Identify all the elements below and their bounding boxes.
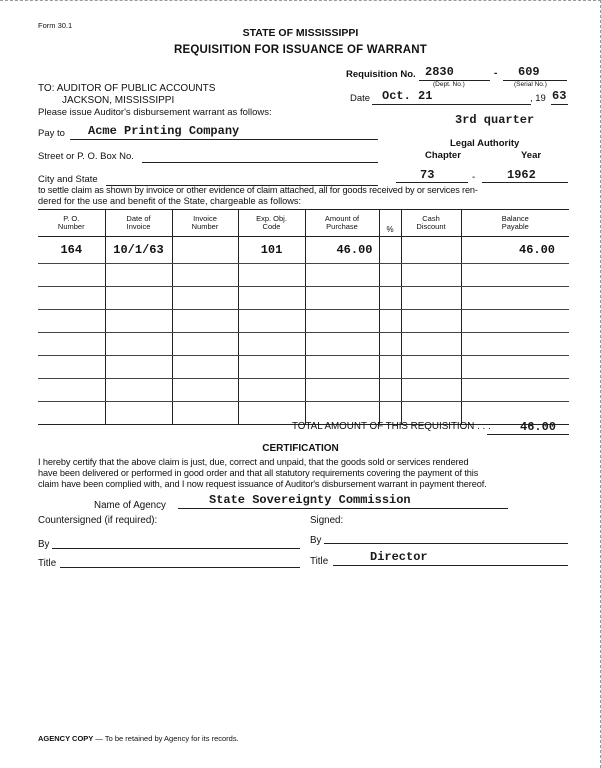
instruction-text: Please issue Auditor's disbursement warrant as follows: (38, 107, 272, 118)
addressee-line-2: JACKSON, MISSISSIPPI (62, 95, 175, 106)
balance-payable-header: Balance Payable (461, 210, 569, 237)
pay-to-label: Pay to (38, 128, 65, 139)
addressee-line-1: TO: AUDITOR OF PUBLIC ACCOUNTS (38, 83, 216, 94)
signed-by-label: By (310, 535, 322, 546)
date-value: Oct. 21 (382, 89, 433, 103)
invoice-number-cell (172, 356, 238, 379)
amount-header: Amount of Purchase (305, 210, 379, 237)
cash-discount-cell (401, 237, 461, 264)
invoice-date-cell: 10/1/63 (105, 237, 172, 264)
agency-name-label: Name of Agency (94, 500, 166, 511)
chapter-value: 73 (420, 168, 435, 182)
legal-year-label: Year (521, 150, 542, 161)
dept-no-caption: (Dept. No.) (433, 81, 465, 88)
certification-title: CERTIFICATION (262, 443, 339, 454)
cash-discount-header: Cash Discount (401, 210, 461, 237)
amount-cell: 46.00 (305, 237, 379, 264)
exp-obj-code-cell (238, 264, 305, 287)
chapter-label: Chapter (425, 150, 461, 161)
invoice-number-cell (172, 333, 238, 356)
cash-discount-cell (401, 333, 461, 356)
po-number-cell (38, 379, 105, 402)
percent-cell (379, 237, 401, 264)
percent-cell (379, 264, 401, 287)
agency-copy-footer (38, 734, 239, 743)
exp-obj-code-cell: 101 (238, 237, 305, 264)
date-label: Date (350, 93, 371, 104)
pay-to-line (70, 139, 378, 140)
total-value: 46.00 (520, 420, 557, 434)
cash-discount-cell (401, 310, 461, 333)
page-edge-top (0, 0, 601, 1)
percent-cell (379, 310, 401, 333)
cash-discount-cell (401, 356, 461, 379)
amount-cell (305, 356, 379, 379)
countersign-by-line (52, 548, 300, 549)
amount-cell (305, 379, 379, 402)
quarter-value: 3rd quarter (455, 113, 535, 127)
total-line (487, 434, 569, 435)
balance-payable-cell (461, 379, 569, 402)
signed-title-line (333, 565, 568, 566)
table-row (38, 333, 569, 356)
countersigned-label: Countersigned (if required): (38, 515, 158, 526)
po-number-header: P. O. Number (38, 210, 105, 237)
percent-header: % (379, 210, 401, 237)
settle-text-line-2: dered for the use and benefit of the State, chargeable as follows: (38, 196, 302, 206)
amount-cell (305, 287, 379, 310)
balance-payable-cell (461, 287, 569, 310)
state-heading: STATE OF MISSISSIPPI (242, 27, 359, 39)
requisition-label: Requisition No. (346, 69, 416, 80)
po-number-cell (38, 310, 105, 333)
invoice-date-cell (105, 333, 172, 356)
balance-payable-cell: 46.00 (461, 237, 569, 264)
legal-year-line (482, 182, 568, 183)
dept-no-value: 2830 (425, 65, 454, 79)
form-title: REQUISITION FOR ISSUANCE OF WARRANT (174, 44, 427, 56)
invoice-number-cell (172, 287, 238, 310)
exp-obj-code-cell (238, 287, 305, 310)
invoice-date-cell (105, 287, 172, 310)
invoice-date-cell (105, 310, 172, 333)
invoice-number-cell (172, 379, 238, 402)
percent-cell (379, 379, 401, 402)
exp-obj-code-cell (238, 379, 305, 402)
exp-obj-code-cell (238, 356, 305, 379)
city-label: City and State (38, 174, 98, 185)
table-row (38, 356, 569, 379)
invoice-date-cell (105, 379, 172, 402)
balance-payable-cell (461, 356, 569, 379)
invoice-date-cell (105, 402, 172, 425)
certification-line-1: I hereby certify that the above claim is just, due, correct and unpaid, that the goods sold or services rendered (38, 457, 469, 467)
exp-obj-code-cell (238, 333, 305, 356)
invoice-date-header: Date of Invoice (105, 210, 172, 237)
street-line (142, 162, 378, 163)
agency-name-line (178, 508, 508, 509)
legal-authority-label: Legal Authority (450, 138, 520, 149)
exp-obj-code-cell (238, 310, 305, 333)
settle-text-line-1: to settle claim as shown by invoice or other evidence of claim attached, all for goods received by or services ren- (38, 185, 478, 195)
balance-payable-cell (461, 310, 569, 333)
po-number-cell: 164 (38, 237, 105, 264)
chapter-year-dash: - (472, 172, 476, 183)
date-year-prefix: , 19 (530, 93, 546, 104)
countersign-by-label: By (38, 539, 50, 550)
invoice-number-header: Invoice Number (172, 210, 238, 237)
percent-cell (379, 333, 401, 356)
charges-table (38, 209, 569, 425)
date-year-line (551, 104, 568, 105)
table-row (38, 264, 569, 287)
date-line (372, 104, 531, 105)
table-header-row (38, 210, 569, 237)
signed-by-line (324, 543, 568, 544)
exp-obj-code-header: Exp. Obj. Code (238, 210, 305, 237)
total-label: TOTAL AMOUNT OF THIS REQUISITION . . . (292, 421, 491, 432)
invoice-number-cell (172, 264, 238, 287)
percent-cell (379, 356, 401, 379)
street-label: Street or P. O. Box No. (38, 151, 134, 162)
chapter-line (396, 182, 468, 183)
requisition-dash: - (494, 68, 498, 79)
signed-label: Signed: (310, 515, 344, 526)
legal-year-value: 1962 (507, 168, 536, 182)
table-row (38, 287, 569, 310)
countersign-title-line (60, 567, 300, 568)
signed-title-label: Title (310, 556, 329, 567)
po-number-cell (38, 402, 105, 425)
percent-cell (379, 287, 401, 310)
invoice-number-cell (172, 310, 238, 333)
serial-no-caption: (Serial No.) (514, 81, 547, 88)
cash-discount-cell (401, 379, 461, 402)
pay-to-value: Acme Printing Company (88, 124, 240, 138)
po-number-cell (38, 264, 105, 287)
invoice-number-cell (172, 402, 238, 425)
amount-cell (305, 333, 379, 356)
invoice-number-cell (172, 237, 238, 264)
agency-copy-label: AGENCY COPY (38, 734, 94, 743)
agency-name-value: State Sovereignty Commission (209, 493, 411, 507)
countersign-title-label: Title (38, 558, 57, 569)
table-row (38, 379, 569, 402)
cash-discount-cell (401, 264, 461, 287)
table-row (38, 237, 569, 264)
date-year-value: 63 (552, 89, 567, 103)
balance-payable-cell (461, 333, 569, 356)
signed-title-value: Director (370, 550, 428, 564)
agency-copy-note: — To be retained by Agency for its records. (95, 734, 239, 743)
serial-no-value: 609 (518, 65, 540, 79)
amount-cell (305, 310, 379, 333)
invoice-date-cell (105, 264, 172, 287)
invoice-date-cell (105, 356, 172, 379)
cash-discount-cell (401, 287, 461, 310)
certification-line-2: have been delivered or performed in good order and that all statutory requirements covering the payment of this (38, 468, 479, 478)
certification-line-3: claim have been complied with, and I now request issuance of Auditor's disbursement warrant in payment thereof. (38, 479, 487, 489)
po-number-cell (38, 287, 105, 310)
table-row (38, 310, 569, 333)
amount-cell (305, 264, 379, 287)
form-number: Form 30.1 (38, 21, 73, 30)
po-number-cell (38, 356, 105, 379)
balance-payable-cell (461, 264, 569, 287)
po-number-cell (38, 333, 105, 356)
